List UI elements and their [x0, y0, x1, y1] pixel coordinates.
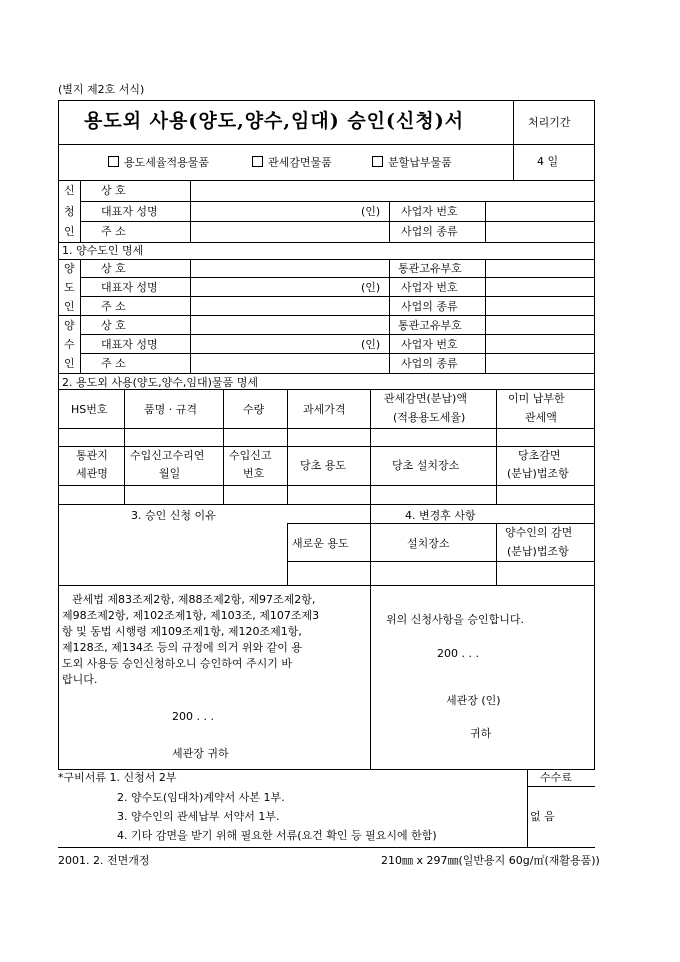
col-import-date: 수입신고수리연: [130, 449, 205, 462]
section4-title: 4. 변경후 사항: [405, 509, 476, 522]
transferee-address-label: 주 소: [101, 357, 126, 370]
col-import-no: 수입신고: [229, 449, 272, 462]
col-original-law: 당초감면: [518, 449, 561, 462]
section3-title: 3. 승인 신청 이유: [131, 509, 216, 522]
col-transferee-law: 양수인의 감면: [505, 526, 573, 539]
paper-spec: 210㎜ x 297㎜(일반용지 60g/㎡(재활용품)): [381, 854, 600, 867]
approval-date: 200 . . .: [437, 647, 479, 660]
option-exempt-goods[interactable]: 관세감면물품: [252, 156, 332, 168]
transferor-seal: (인): [361, 281, 381, 294]
request-line: 도외 사용등 승인신청하오니 승인하여 주시기 바: [62, 657, 293, 670]
required-docs-line: 4. 기타 감면을 받기 위해 필요한 서류(요건 확인 등 필요시에 한함): [117, 829, 437, 842]
transferor-rep-name-label: 대표자 성명: [101, 281, 158, 294]
transferee-label-char: 인: [64, 357, 75, 370]
checkbox-icon: [372, 156, 383, 167]
col-original-law-sub: (분납)법조항: [507, 467, 569, 480]
approval-addressee: 귀하: [470, 727, 492, 740]
transferor-label-char: 양: [64, 262, 75, 275]
request-date: 200 . . .: [172, 710, 214, 723]
applicant-biz-type-label: 사업의 종류: [401, 225, 458, 238]
col-taxable-price: 과세가격: [303, 403, 346, 416]
checkbox-icon: [252, 156, 263, 167]
request-line: 제128조, 제134조 등의 규정에 의거 위와 같이 용: [62, 641, 302, 654]
col-quantity: 수량: [243, 403, 265, 416]
transferor-biz-no-label: 사업자 번호: [401, 281, 458, 294]
applicant-trade-name-label: 상 호: [101, 184, 126, 197]
applicant-label-char: 인: [64, 225, 75, 238]
transferee-biz-no-label: 사업자 번호: [401, 338, 458, 351]
transferor-biz-type-label: 사업의 종류: [401, 300, 458, 313]
processing-period-value: 4 일: [537, 155, 559, 168]
col-new-use: 새로운 용도: [292, 537, 349, 550]
request-line: 랍니다.: [62, 673, 98, 686]
transferee-label-char: 수: [64, 338, 75, 351]
transferee-customs-code-label: 통관고유부호: [398, 319, 462, 332]
applicant-label-char: 청: [64, 205, 75, 218]
col-import-date-sub: 월일: [159, 467, 181, 480]
required-docs-line: 2. 양수도(임대차)계약서 사본 1부.: [117, 791, 285, 804]
col-paid-duty: 이미 납부한: [508, 392, 565, 405]
col-original-location: 당초 설치장소: [392, 459, 460, 472]
request-line: 항 및 동법 시행령 제109조제1항, 제120조제1항,: [62, 625, 302, 638]
section2-title: 2. 용도외 사용(양도,양수,임대)물품 명세: [62, 376, 258, 389]
transferee-trade-name-label: 상 호: [101, 319, 126, 332]
request-line: 관세법 제83조제2항, 제88조제2항, 제97조제2항,: [72, 593, 316, 606]
section1-title: 1. 양수도인 명세: [62, 244, 144, 257]
col-paid-duty-sub: 관세액: [525, 411, 557, 424]
col-import-no-sub: 번호: [243, 467, 265, 480]
applicant-biz-no-label: 사업자 번호: [401, 205, 458, 218]
applicant-address-label: 주 소: [101, 225, 126, 238]
transferor-address-label: 주 소: [101, 300, 126, 313]
applicant-label-char: 신: [64, 184, 75, 197]
col-original-use: 당초 용도: [300, 459, 347, 472]
required-docs-line: *구비서류 1. 신청서 2부: [58, 771, 177, 784]
request-line: 제98조제2항, 제102조제1항, 제103조, 제107조제3: [62, 609, 320, 622]
col-transferee-law-sub: (분납)법조항: [507, 545, 569, 558]
applicant-seal: (인): [361, 205, 381, 218]
option-installment-goods[interactable]: 분할납부물품: [372, 156, 452, 168]
applicant-rep-name-label: 대표자 성명: [101, 205, 158, 218]
revision-note: 2001. 2. 전면개정: [58, 854, 150, 867]
transferor-label-char: 인: [64, 300, 75, 313]
transferee-biz-type-label: 사업의 종류: [401, 357, 458, 370]
form-title: 용도외 사용(양도,양수,임대) 승인(신청)서: [84, 110, 465, 132]
col-hs-number: HS번호: [71, 403, 108, 416]
form-code: (별지 제2호 서식): [58, 83, 145, 96]
approval-signer: 세관장 (인): [446, 694, 501, 707]
transferee-label-char: 양: [64, 319, 75, 332]
col-exempt-amount-sub: (적용용도세율): [393, 411, 466, 424]
required-docs-line: 3. 양수인의 관세납부 서약서 1부.: [117, 810, 280, 823]
checkbox-icon: [108, 156, 119, 167]
fee-value: 없 음: [530, 810, 555, 823]
transferee-seal: (인): [361, 338, 381, 351]
fee-label: 수수료: [540, 771, 572, 784]
transferor-label-char: 도: [64, 281, 75, 294]
col-exempt-amount: 관세감면(분납)액: [384, 392, 467, 405]
col-customs-office-sub: 세관명: [76, 467, 108, 480]
transferee-rep-name-label: 대표자 성명: [101, 338, 158, 351]
col-item-spec: 품명 · 규격: [144, 403, 197, 416]
col-customs-office: 통관지: [76, 449, 108, 462]
approval-text: 위의 신청사항을 승인합니다.: [386, 613, 525, 626]
transferor-customs-code-label: 통관고유부호: [398, 262, 462, 275]
processing-period-label: 처리기간: [528, 116, 571, 129]
request-addressee: 세관장 귀하: [172, 747, 229, 760]
transferor-trade-name-label: 상 호: [101, 262, 126, 275]
option-reduced-rate[interactable]: 용도세율적용물품: [108, 156, 209, 168]
col-new-location: 설치장소: [407, 537, 450, 550]
